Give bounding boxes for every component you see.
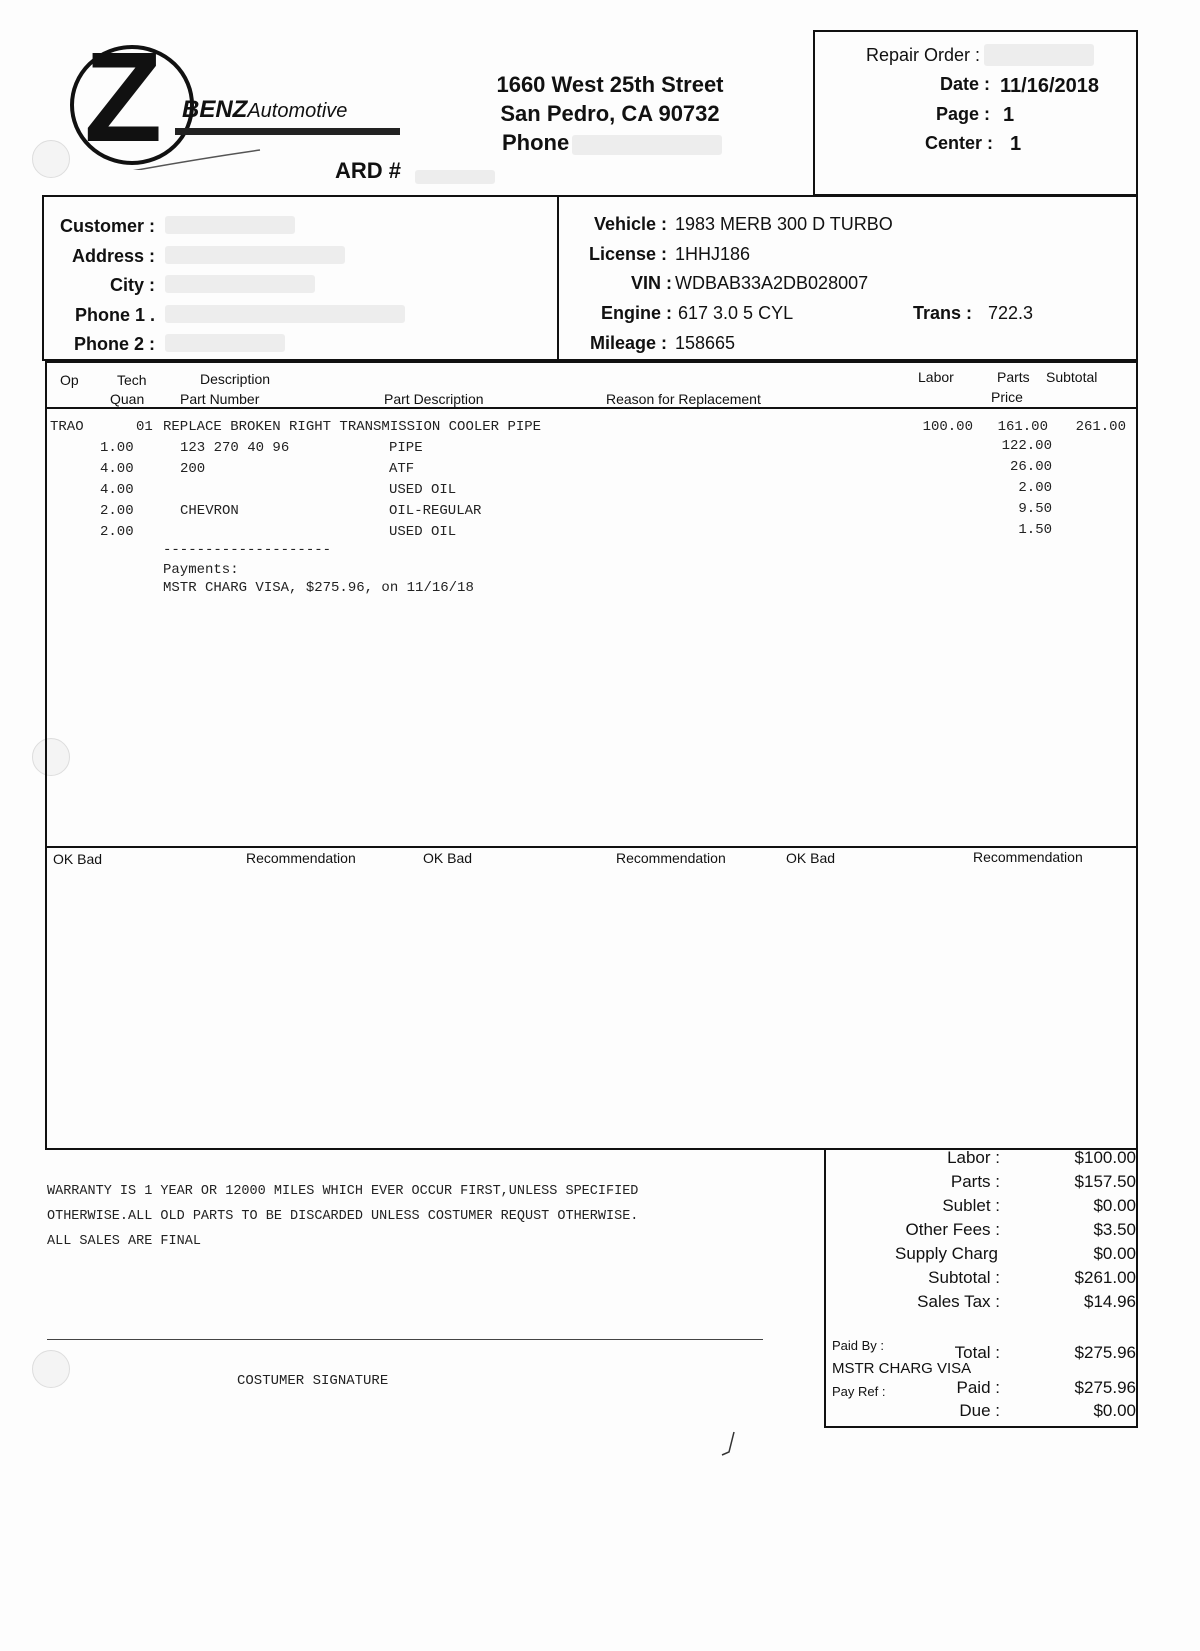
customer-label: Customer : [59, 216, 155, 236]
rec-ok-bad-3: OK Bad [786, 850, 836, 866]
part-qty: 2.00 [100, 503, 134, 519]
redacted-ard [415, 170, 495, 184]
col-reason: Reason for Replacement [606, 391, 761, 407]
ard-number [335, 158, 401, 184]
punch-hole-bottom [32, 1350, 70, 1388]
mileage-value: 158665 [675, 333, 736, 353]
due-label: Due : [959, 1401, 1000, 1420]
rec-header-2: Recommendation [616, 850, 726, 866]
grand-total-label: Total : [954, 1343, 1000, 1362]
warranty-line: WARRANTY IS 1 YEAR OR 12000 MILES WHICH EVER OCCUR FIRST,UNLESS SPECIFIED [47, 1184, 639, 1199]
col-op: Op [60, 372, 79, 388]
vin-value: WDBAB33A2DB028007 [675, 273, 869, 293]
part-price: 26.00 [1009, 459, 1052, 475]
engine-value: 617 3.0 5 CYL [678, 303, 794, 323]
mileage-label: Mileage : [589, 333, 667, 353]
redacted-repair-order [984, 44, 1094, 66]
warranty-line: ALL SALES ARE FINAL [47, 1234, 201, 1249]
part-price: 1.50 [1018, 522, 1052, 538]
payments-label: Payments: [163, 562, 239, 578]
trans-value: 722.3 [988, 303, 1034, 323]
paid-by-label: Paid By : [832, 1338, 885, 1353]
redacted-phone2 [165, 334, 285, 352]
warranty-line: OTHERWISE.ALL OLD PARTS TO BE DISCARDED UNLESS COSTUMER REQUST OTHERWISE. [47, 1209, 639, 1224]
total-sublet-value: $0.00 [1093, 1196, 1136, 1215]
shop-street: 1660 West 25th Street [496, 72, 724, 97]
ard-label: ARD # [335, 158, 402, 183]
total-labor-label: Labor : [947, 1148, 1000, 1167]
redacted-address [165, 246, 345, 264]
col-parts: Parts [997, 369, 1030, 385]
recommendations-box [45, 846, 1138, 1150]
redacted-customer [165, 216, 295, 234]
total-labor-value: $100.00 [1074, 1148, 1136, 1167]
job-parts: 161.00 [997, 419, 1048, 435]
col-part-description: Part Description [384, 391, 484, 407]
part-price: 2.00 [1018, 480, 1052, 496]
col-labor: Labor [918, 369, 954, 385]
paid-value: $275.96 [1074, 1378, 1136, 1397]
rec-header-3: Recommendation [973, 849, 1083, 865]
part-desc: OIL-REGULAR [389, 503, 482, 519]
trans-label: Trans : [912, 303, 972, 323]
part-desc: USED OIL [389, 482, 457, 498]
total-sublet-label: Sublet : [942, 1196, 1000, 1215]
total-parts-value: $157.50 [1074, 1172, 1136, 1191]
redacted-phone [572, 135, 722, 155]
shop-city: San Pedro, CA 90732 [500, 101, 720, 126]
part-qty: 1.00 [100, 440, 134, 456]
job-labor: 100.00 [922, 419, 973, 435]
address-label: Address : [71, 246, 155, 266]
part-price: 122.00 [1001, 438, 1052, 454]
part-qty: 2.00 [100, 524, 134, 540]
page-value: 1 [1003, 104, 1015, 126]
shop-logo [70, 26, 410, 170]
city-label: City : [110, 275, 155, 295]
rec-ok-bad-2: OK Bad [423, 850, 473, 866]
col-price: Price [991, 389, 1023, 405]
engine-label: Engine : [601, 303, 672, 323]
part-desc: ATF [389, 461, 415, 477]
page-label: Page : [935, 104, 990, 124]
logo-suffix: Automotive [247, 100, 348, 122]
total-other-value: $3.50 [1093, 1220, 1136, 1239]
signature-mark-icon [720, 1430, 740, 1460]
col-subtotal: Subtotal [1046, 369, 1098, 385]
shop-phone-label: Phone [502, 130, 570, 155]
payments-divider: -------------------- [163, 542, 332, 558]
col-quan: Quan [110, 391, 145, 407]
paid-by-value: MSTR CHARG VISA [832, 1360, 972, 1377]
signature-label: COSTUMER SIGNATURE [237, 1373, 389, 1389]
customer-vehicle-divider [557, 195, 559, 361]
part-number: 200 [180, 461, 206, 477]
col-part-number: Part Number [180, 391, 260, 407]
total-parts-label: Parts : [950, 1172, 1000, 1191]
part-number: CHEVRON [180, 503, 239, 519]
repair-order-label: Repair Order : [865, 45, 980, 65]
total-subtotal-label: Subtotal : [928, 1268, 1000, 1287]
signature-line [47, 1339, 763, 1340]
date-value: 11/16/2018 [1000, 75, 1099, 97]
center-value: 1 [1010, 133, 1022, 155]
part-number: 123 270 40 96 [180, 440, 290, 456]
total-supply-value: $0.00 [1093, 1244, 1136, 1263]
punch-hole-top [32, 140, 70, 178]
total-subtotal-value: $261.00 [1074, 1268, 1136, 1287]
payments-line: MSTR CHARG VISA, $275.96, on 11/16/18 [163, 580, 474, 596]
phone2-label: Phone 2 : [73, 334, 155, 354]
total-supply-label: Supply Charg [894, 1244, 998, 1263]
vin-label: VIN : [630, 273, 672, 293]
part-price: 9.50 [1018, 501, 1052, 517]
license-label: License : [588, 244, 667, 264]
logo-brand: BENZ [182, 96, 248, 123]
due-value: $0.00 [1093, 1401, 1136, 1420]
redacted-phone1 [165, 305, 405, 323]
center-label: Center : [924, 133, 993, 153]
part-qty: 4.00 [100, 461, 134, 477]
part-desc: USED OIL [389, 524, 457, 540]
job-description: REPLACE BROKEN RIGHT TRANSMISSION COOLER PIPE [163, 419, 542, 435]
col-description: Description [200, 371, 271, 387]
total-other-label: Other Fees : [905, 1220, 1000, 1239]
part-desc: PIPE [389, 440, 423, 456]
part-qty: 4.00 [100, 482, 134, 498]
vehicle-label: Vehicle : [593, 214, 667, 234]
rec-ok-bad-1: OK Bad [53, 851, 103, 867]
pay-ref-label: Pay Ref : [832, 1384, 886, 1399]
line-items-header-rule [45, 407, 1138, 409]
paid-label: Paid : [956, 1378, 1000, 1397]
logo-letter: Z [84, 26, 163, 169]
warranty-text [47, 1179, 638, 1254]
total-tax-label: Sales Tax : [917, 1292, 1000, 1311]
rec-header-1: Recommendation [246, 850, 356, 866]
col-tech: Tech [117, 372, 147, 388]
redacted-city [165, 275, 315, 293]
job-subtotal: 261.00 [1075, 419, 1126, 435]
date-label: Date : [939, 74, 990, 94]
license-value: 1HHJ186 [675, 244, 751, 264]
grand-total-value: $275.96 [1074, 1343, 1136, 1362]
logo-wordmark [182, 96, 347, 124]
phone1-label: Phone 1 . [74, 305, 155, 325]
total-tax-value: $14.96 [1084, 1292, 1136, 1311]
job-tech: 01 [136, 419, 153, 435]
job-op: TRAO [50, 419, 84, 435]
vehicle-value: 1983 MERB 300 D TURBO [675, 214, 893, 234]
